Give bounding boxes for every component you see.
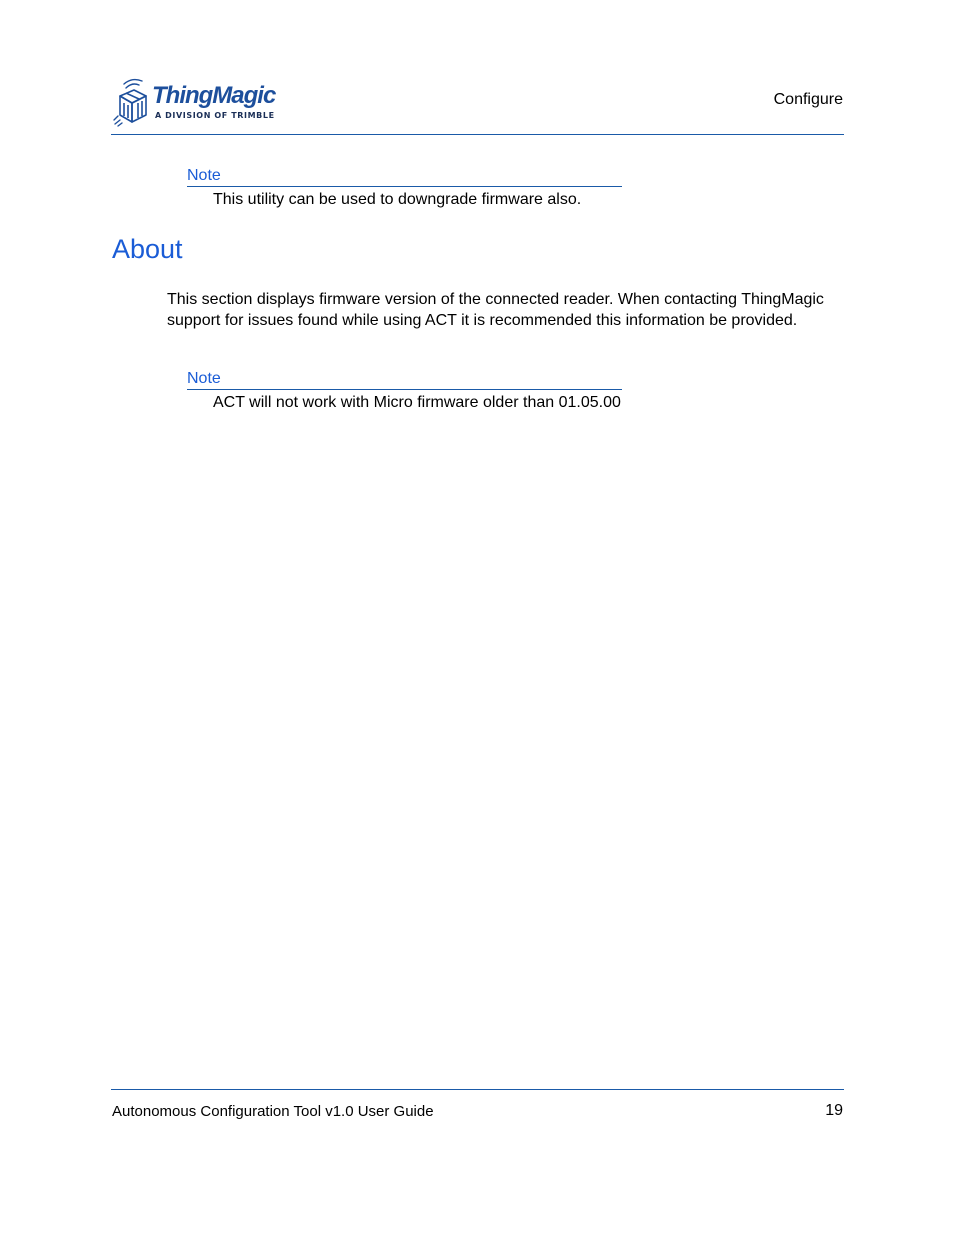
note-block-micro-firmware xyxy=(187,370,622,413)
logo-tagline: A DIVISION OF TRIMBLE xyxy=(155,111,275,120)
header-section-title: Configure xyxy=(773,91,843,108)
footer-page-number: 19 xyxy=(825,1102,843,1119)
note-text: ACT will not work with Micro firmware older than 01.05.00 xyxy=(213,394,621,411)
thingmagic-logo-icon xyxy=(112,76,152,130)
note-label: Note xyxy=(187,370,622,390)
note-text: This utility can be used to downgrade firmware also. xyxy=(213,191,582,208)
footer-document-title: Autonomous Configuration Tool v1.0 User Guide xyxy=(112,1103,434,1120)
thingmagic-logo xyxy=(112,76,287,130)
section-heading: About xyxy=(112,234,183,264)
note-label: Note xyxy=(187,167,622,187)
note-block-downgrade xyxy=(187,167,622,210)
body-paragraph: This section displays firmware version of the connected reader. When contacting ThingMagic support for issues found while using ACT it is recommended this information be provided. xyxy=(167,291,824,329)
header-divider xyxy=(111,134,844,135)
footer-divider xyxy=(111,1089,844,1090)
logo-wordmark: ThingMagic xyxy=(152,82,276,109)
